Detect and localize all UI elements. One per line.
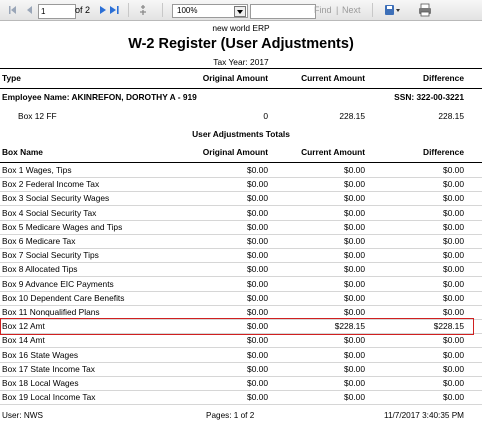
totals-row-current: $0.00 xyxy=(344,221,365,232)
toolbar-divider xyxy=(162,3,163,17)
totals-row-current: $0.00 xyxy=(344,307,365,317)
find-separator: | xyxy=(336,5,339,15)
employee-box-current: 228.15 xyxy=(339,111,365,121)
company-name: new world ERP xyxy=(212,23,270,33)
totals-title: User Adjustments Totals xyxy=(192,129,290,139)
totals-row-difference: $0.00 xyxy=(443,363,464,374)
totals-row-box-name: Box 17 State Income Tax xyxy=(2,363,95,374)
toolbar-divider xyxy=(128,3,129,17)
employee-ssn: SSN: 322-00-3221 xyxy=(394,92,464,102)
column-header-difference: Difference xyxy=(423,73,464,83)
totals-row-current: $0.00 xyxy=(344,378,365,388)
totals-row-box-name: Box 19 Local Income Tax xyxy=(2,392,96,403)
totals-row xyxy=(0,348,482,363)
first-page-icon[interactable] xyxy=(8,0,18,20)
totals-row-current: $0.00 xyxy=(344,179,365,190)
totals-row-difference: $0.00 xyxy=(443,165,464,175)
footer-pages: Pages: 1 of 2 xyxy=(206,411,255,420)
totals-row-difference: $0.00 xyxy=(443,207,464,218)
find-input[interactable] xyxy=(250,4,316,19)
totals-row-original: $0.00 xyxy=(247,165,268,175)
refresh-icon[interactable] xyxy=(137,0,149,20)
footer-user: User: NWS xyxy=(2,411,43,420)
employee-box-row xyxy=(0,107,482,126)
totals-row-original: $0.00 xyxy=(247,349,268,360)
totals-row-original: $0.00 xyxy=(247,179,268,190)
totals-header-difference: Difference xyxy=(423,147,464,157)
totals-row-original: $0.00 xyxy=(247,221,268,232)
totals-row xyxy=(0,191,482,206)
totals-row-box-name: Box 1 Wages, Tips xyxy=(2,165,72,175)
totals-row-box-name: Box 5 Medicare Wages and Tips xyxy=(2,221,123,232)
totals-row-current: $0.00 xyxy=(344,264,365,275)
totals-row-original: $0.00 xyxy=(247,193,268,204)
totals-row-box-name: Box 2 Federal Income Tax xyxy=(2,179,100,190)
totals-row xyxy=(0,376,482,391)
totals-row-current: $0.00 xyxy=(344,392,365,403)
totals-row xyxy=(0,333,482,348)
totals-row-current: $0.00 xyxy=(344,250,365,261)
totals-row xyxy=(0,248,482,263)
totals-row-box-name: Box 6 Medicare Tax xyxy=(2,236,76,246)
column-header-original: Original Amount xyxy=(202,73,268,83)
totals-row-difference: $0.00 xyxy=(443,349,464,360)
totals-row-original: $0.00 xyxy=(247,335,268,346)
totals-section-title-row xyxy=(0,125,482,144)
highlighted-row-outline xyxy=(0,318,474,335)
tax-year: Tax Year: 2017 xyxy=(213,57,269,67)
totals-header-original: Original Amount xyxy=(202,147,268,157)
find-link[interactable]: Find xyxy=(314,5,332,15)
export-icon[interactable] xyxy=(383,0,401,20)
totals-row-current: $0.00 xyxy=(344,349,365,360)
totals-row xyxy=(0,220,482,235)
last-page-icon[interactable] xyxy=(109,0,121,20)
totals-row-box-name: Box 4 Social Security Tax xyxy=(2,207,97,218)
zoom-select[interactable] xyxy=(172,4,248,18)
totals-row-original: $0.00 xyxy=(247,321,268,332)
page-number-input[interactable] xyxy=(38,4,76,19)
employee-box-difference: 228.15 xyxy=(438,111,464,121)
totals-row-difference: $0.00 xyxy=(443,292,464,303)
totals-row-current: $0.00 xyxy=(344,193,365,204)
totals-row-original: $0.00 xyxy=(247,250,268,261)
find-next-link[interactable]: Next xyxy=(342,5,361,15)
totals-row-difference: $0.00 xyxy=(443,179,464,190)
totals-row-current: $0.00 xyxy=(344,363,365,374)
totals-row-box-name: Box 18 Local Wages xyxy=(2,378,79,388)
totals-row-original: $0.00 xyxy=(247,278,268,289)
employee-box-name: Box 12 FF xyxy=(18,111,57,121)
previous-page-icon[interactable] xyxy=(26,0,34,20)
totals-header-current: Current Amount xyxy=(301,147,365,157)
totals-row-box-name: Box 14 Amt xyxy=(2,335,45,346)
totals-header-box-name: Box Name xyxy=(2,147,43,157)
totals-row-difference: $0.00 xyxy=(443,193,464,204)
totals-row-original: $0.00 xyxy=(247,392,268,403)
totals-row xyxy=(0,362,482,377)
footer-timestamp: 11/7/2017 3:40:35 PM xyxy=(384,411,464,420)
column-header-current: Current Amount xyxy=(301,73,365,83)
totals-row-difference: $0.00 xyxy=(443,221,464,232)
totals-row-original: $0.00 xyxy=(247,292,268,303)
print-icon[interactable] xyxy=(418,0,432,20)
page-count-label: of 2 xyxy=(75,5,91,15)
report-toolbar xyxy=(0,0,482,21)
totals-row xyxy=(0,262,482,277)
totals-row xyxy=(0,277,482,292)
totals-row-original: $0.00 xyxy=(247,363,268,374)
totals-row-box-name: Box 12 Amt xyxy=(2,321,45,332)
totals-row-current: $0.00 xyxy=(344,278,365,289)
totals-row-box-name: Box 3 Social Security Wages xyxy=(2,193,110,204)
totals-row-original: $0.00 xyxy=(247,264,268,275)
totals-row-box-name: Box 11 Nonqualified Plans xyxy=(2,307,100,317)
totals-row xyxy=(0,234,482,249)
totals-row xyxy=(0,177,482,192)
zoom-dropdown-icon[interactable] xyxy=(234,6,246,17)
totals-row-current: $0.00 xyxy=(344,292,365,303)
totals-row-current: $0.00 xyxy=(344,165,365,175)
totals-row-difference: $228.15 xyxy=(433,321,464,332)
column-header-type: Type xyxy=(2,73,21,83)
totals-row-difference: $0.00 xyxy=(443,335,464,346)
zoom-value: 100% xyxy=(177,6,198,15)
totals-row-current: $0.00 xyxy=(344,335,365,346)
totals-row-current: $0.00 xyxy=(344,207,365,218)
totals-row-difference: $0.00 xyxy=(443,236,464,246)
column-header-row xyxy=(0,68,482,89)
totals-row-box-name: Box 9 Advance EIC Payments xyxy=(2,278,114,289)
totals-row-difference: $0.00 xyxy=(443,278,464,289)
totals-row-box-name: Box 7 Social Security Tips xyxy=(2,250,99,261)
totals-row-difference: $0.00 xyxy=(443,250,464,261)
totals-row xyxy=(0,163,482,178)
report-title: W-2 Register (User Adjustments) xyxy=(128,36,354,52)
totals-row-original: $0.00 xyxy=(247,378,268,388)
totals-row-original: $0.00 xyxy=(247,307,268,317)
totals-row-box-name: Box 8 Allocated Tips xyxy=(2,264,78,275)
totals-header-row xyxy=(0,143,482,163)
totals-row-box-name: Box 16 State Wages xyxy=(2,349,79,360)
totals-row xyxy=(0,390,482,405)
totals-row-difference: $0.00 xyxy=(443,264,464,275)
totals-row-difference: $0.00 xyxy=(443,307,464,317)
employee-box-original: 0 xyxy=(263,111,268,121)
next-page-icon[interactable] xyxy=(99,0,107,20)
report-footer xyxy=(0,409,482,423)
employee-row xyxy=(0,88,482,107)
totals-row-original: $0.00 xyxy=(247,207,268,218)
totals-row-current: $228.15 xyxy=(334,321,365,332)
totals-row xyxy=(0,291,482,306)
toolbar-divider xyxy=(372,3,373,17)
totals-row-difference: $0.00 xyxy=(443,392,464,403)
totals-row-current: $0.00 xyxy=(344,236,365,246)
totals-row-box-name: Box 10 Dependent Care Benefits xyxy=(2,292,125,303)
totals-row-original: $0.00 xyxy=(247,236,268,246)
employee-name: Employee Name: AKINREFON, DOROTHY A - 919 xyxy=(2,92,197,102)
totals-row xyxy=(0,206,482,221)
totals-row-difference: $0.00 xyxy=(443,378,464,388)
